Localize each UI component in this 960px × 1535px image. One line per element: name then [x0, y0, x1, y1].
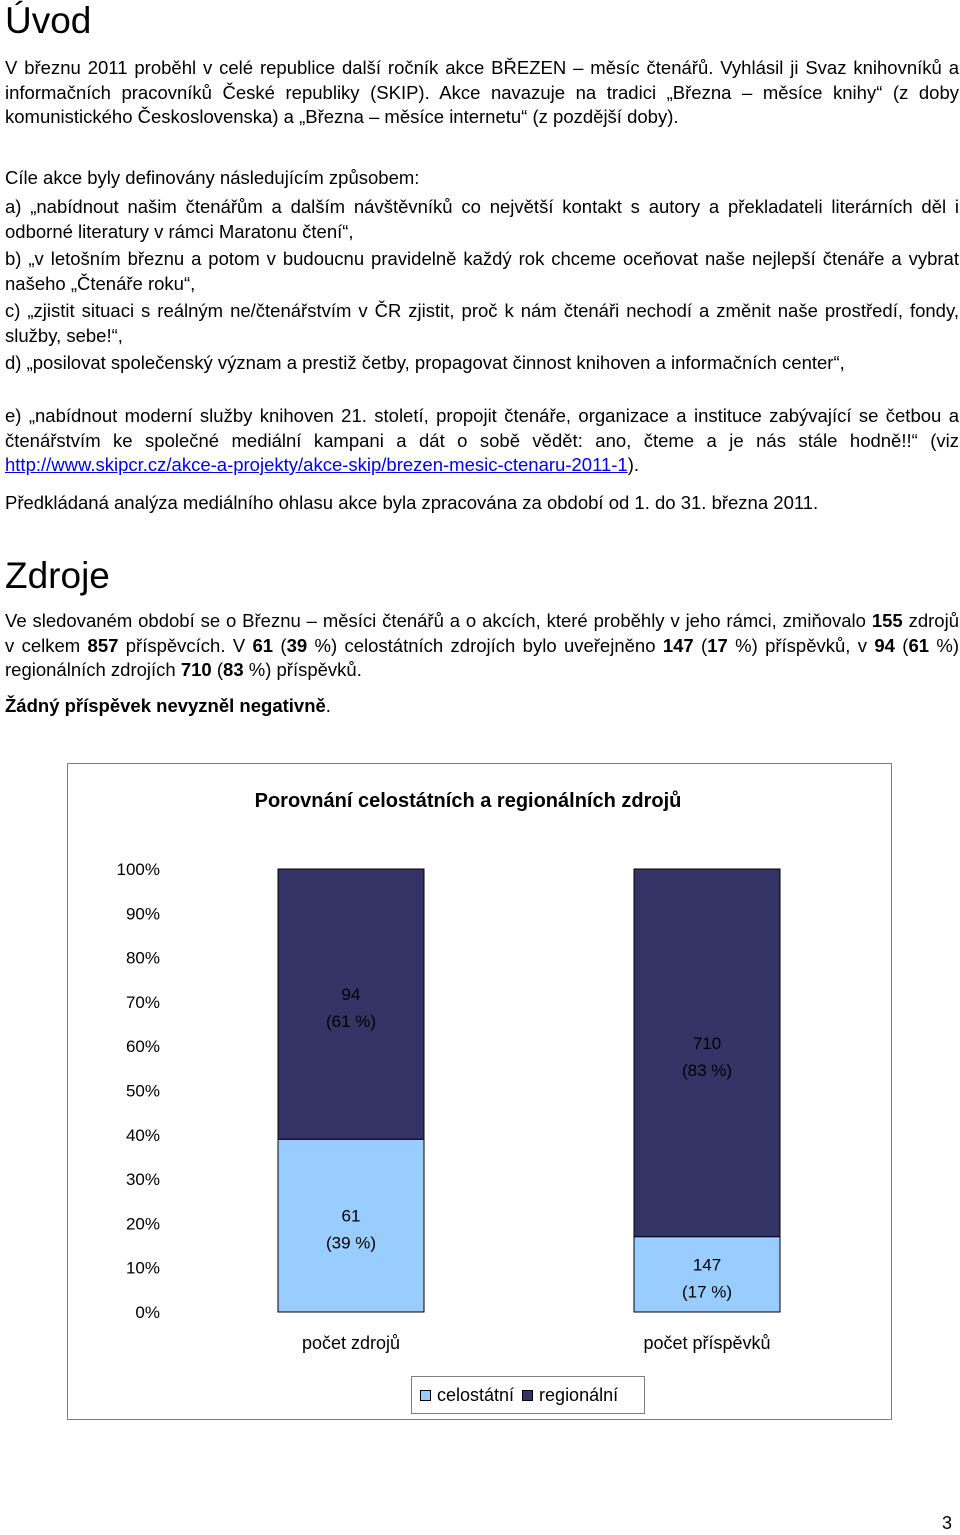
sources-text: (: [211, 659, 224, 680]
data-label-value: 710: [692, 1033, 722, 1053]
sources-text: %) celostátních zdrojích bylo uveřejněno: [307, 634, 663, 656]
count-regional-posts: 710: [180, 659, 212, 680]
legend-item-regionalni: [522, 1385, 618, 1406]
goal-d: d) „posilovat společenský význam a prestiž četby, propagovat činnost knihoven a informačních center“,: [5, 352, 845, 373]
pct-regional-sources: 61: [908, 634, 930, 656]
x-category-label: počet příspěvků: [643, 1333, 771, 1353]
y-tick-label: 10%: [125, 1258, 160, 1278]
page-number: 3: [941, 1513, 952, 1533]
analysis-period: Předkládaná analýza mediálního ohlasu akce byla zpracována za období od 1. do 31. března 2011.: [5, 492, 819, 513]
negative-statement-bold: Žádný příspěvek nevyzněl negativně: [5, 695, 326, 716]
goal-e: [5, 404, 959, 478]
count-regional-sources: 94: [874, 634, 895, 656]
chart-legend: [411, 1376, 645, 1414]
sources-text: (: [894, 634, 909, 656]
sources-text: zdrojů v celkem: [5, 610, 959, 656]
sources-text: %) příspěvků, v: [727, 634, 875, 656]
goals-intro: Cíle akce byly definovány následujícím způsobem:: [5, 167, 420, 188]
goal-e-end: ).: [627, 454, 640, 475]
pct-national-sources: 39: [286, 634, 308, 656]
sources-text: %) příspěvků.: [243, 659, 362, 680]
heading-zdroje: Zdroje: [5, 555, 110, 596]
x-category-label: počet zdrojů: [301, 1333, 401, 1353]
y-tick-label: 60%: [125, 1037, 160, 1057]
data-label-value: 94: [341, 985, 361, 1005]
count-national-posts: 147: [662, 634, 694, 656]
legend-item-celostatni: [420, 1385, 514, 1406]
y-tick-label: 90%: [125, 904, 160, 924]
y-tick-label: 20%: [125, 1214, 160, 1234]
sources-text: (: [273, 634, 287, 656]
y-tick-label: 40%: [125, 1125, 160, 1145]
y-tick-label: 70%: [125, 992, 160, 1012]
y-tick-label: 80%: [125, 948, 160, 968]
goal-a: a) „nabídnout našim čtenářům a dalším návštěvníků co největší kontakt s autory a překladateli literárních děl i odborné literatury v rámci Maratonu čtení“,: [5, 196, 959, 242]
chart-title: Porovnání celostátních a regionálních zdrojů: [254, 790, 682, 812]
pct-national-posts: 17: [707, 634, 728, 656]
sources-text: %) regionálních zdrojích: [5, 634, 959, 680]
sources-paragraph: [5, 609, 959, 683]
chart-container: [67, 763, 892, 1420]
sources-text: (: [693, 634, 708, 656]
count-posts: 857: [87, 634, 119, 656]
intro-paragraph: V březnu 2011 proběhl v celé republice další ročník akce BŘEZEN – měsíc čtenářů. Vyhlásil ji Svaz knihovníků a informačních pracovníků České republiky (SKIP). Akce navazuje na tradici „Března – měsíce knihy“ (z doby komunistického Československa) a „Března – měsíce internetu“ (z pozdější doby).: [5, 57, 959, 127]
heading-uvod: Úvod: [5, 0, 92, 41]
count-sources: 155: [871, 610, 903, 631]
goal-b: b) „v letošním březnu a potom v budoucnu pravidelně každý rok chceme oceňovat naše nejlepší čtenáře a vybrat našeho „Čtenáře roku“,: [5, 248, 959, 294]
y-tick-label: 100%: [116, 860, 160, 879]
sources-text: Ve sledovaném období se o Březnu – měsíci čtenářů a o akcích, které proběhly v jeho rámci, zmiňovalo: [5, 610, 872, 631]
data-label-percent: (61 %): [325, 1012, 377, 1032]
data-label-value: 147: [692, 1255, 722, 1275]
data-label-value: 61: [341, 1206, 361, 1226]
legend-label-regionalni: regionální: [539, 1384, 619, 1405]
pct-regional-posts: 83: [223, 659, 244, 680]
negative-statement-end: .: [325, 695, 331, 716]
y-tick-label: 50%: [125, 1081, 160, 1101]
stacked-bar-chart: [68, 764, 891, 1419]
data-label-percent: (83 %): [681, 1060, 733, 1080]
legend-swatch-regionalni: [522, 1390, 533, 1401]
goal-c: c) „zjistit situaci s reálným ne/čtenářstvím v ČR zjistit, proč k nám čtenáři nechodí a změnit naše prostředí, fondy, služby, sebe!“,: [5, 300, 959, 346]
data-label-percent: (39 %): [325, 1233, 377, 1253]
y-tick-label: 0%: [135, 1303, 160, 1322]
goal-e-text: e) „nabídnout moderní služby knihoven 21. století, propojit čtenáře, organizace a instituce zabývající se četbou a čtenářstvím ke společné mediální kampani a dát o sobě vědět: ano, čteme a je nás stále hodně!!“ (viz: [5, 405, 959, 451]
count-national-sources: 61: [252, 634, 274, 656]
skip-link[interactable]: http://www.skipcr.cz/akce-a-projekty/akce-skip/brezen-mesic-ctenaru-2011-1: [5, 454, 628, 475]
negative-statement: [5, 694, 959, 719]
legend-swatch-celostatni: [420, 1390, 431, 1401]
data-label-percent: (17 %): [681, 1282, 733, 1302]
y-tick-label: 30%: [125, 1170, 160, 1190]
legend-label-celostatni: celostátní: [437, 1384, 515, 1405]
sources-text: příspěvcích. V: [118, 634, 253, 656]
